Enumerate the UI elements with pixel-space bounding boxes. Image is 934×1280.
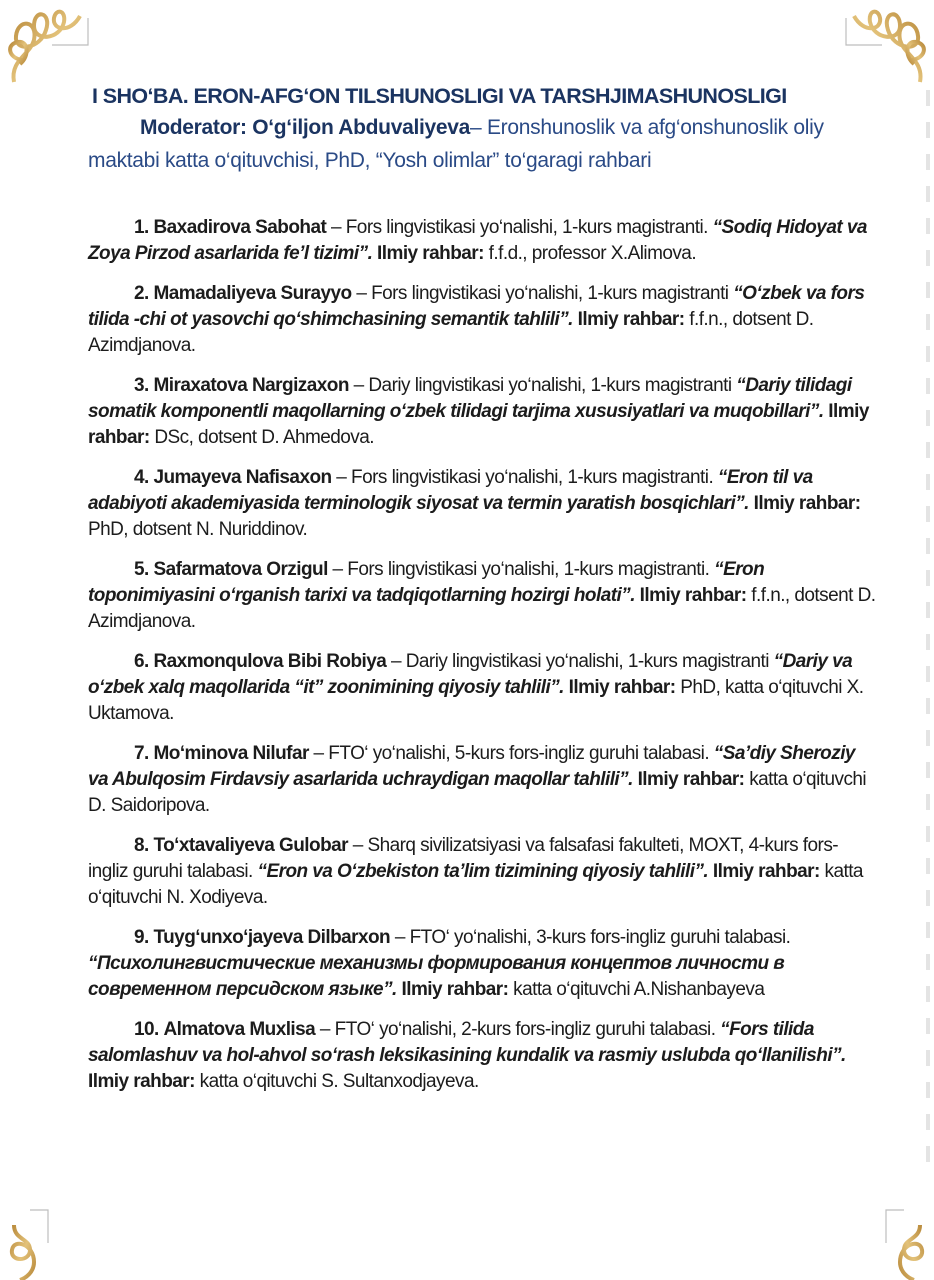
supervisor-label: Ilmiy rahbar: bbox=[88, 1071, 195, 1092]
list-item bbox=[88, 373, 878, 451]
participant-name: Jumayeva Nafisaxon bbox=[153, 467, 332, 488]
right-edge-ticks bbox=[926, 90, 932, 1190]
supervisor-name: DSc, dotsent D. Ahmedova. bbox=[149, 427, 375, 448]
supervisor-label: Ilmiy rahbar: bbox=[572, 309, 685, 330]
thesis-title: “Sa’diy Sheroziy va Abulqosim Firdavsiy asarlarida uchraydigan maqollar tahlili”. bbox=[88, 743, 855, 790]
section-heading: I SHO‘BA. ERON-AFG‘ON TILSHUNOSLIGI VA TARSHJIMASHUNOSLIGI bbox=[92, 84, 787, 108]
supervisor-name: katta o‘qituvchi S. Sultanxodjayeva. bbox=[194, 1071, 479, 1092]
moderator-label: Moderator: O‘g‘iljon Abduvaliyeva bbox=[140, 116, 471, 139]
supervisor-name: katta o‘qituvchi D. Saidoripova. bbox=[88, 769, 867, 816]
thesis-title: “Fors tilida salomlashuv va hol-ahvol so‘rash leksikasining kundalik va rasmiy uslubda qo‘llanilishi”. bbox=[88, 1019, 846, 1066]
participant-info: – Fors lingvistikasi yo‘nalishi, 1-kurs magistranti. bbox=[326, 217, 713, 238]
participant-info: – Fors lingvistikasi yo‘nalishi, 1-kurs magistranti bbox=[351, 283, 734, 304]
participant-name: Almatova Muxlisa bbox=[163, 1019, 316, 1040]
list-item bbox=[88, 465, 878, 543]
list-item bbox=[88, 925, 878, 1003]
participant-name: Mamadaliyeva Surayyo bbox=[153, 283, 352, 304]
moderator-description: – Eronshunoslik va afg‘onshunoslik oliy maktabi katta o‘qituvchisi, PhD, “Yosh olimlar” to‘garagi rahbari bbox=[88, 116, 824, 172]
participant-info: – Fors lingvistikasi yo‘nalishi, 1-kurs magistranti. bbox=[331, 467, 718, 488]
list-item bbox=[88, 741, 878, 819]
thesis-title: “Sodiq Hidoyat va Zoya Pirzod asarlarida fe’l tizimi”. bbox=[88, 217, 867, 264]
entry-number: 2. bbox=[134, 283, 149, 304]
supervisor-label: Ilmiy rahbar: bbox=[632, 769, 745, 790]
supervisor-name: PhD, dotsent N. Nuriddinov. bbox=[88, 519, 308, 540]
supervisor-name: f.f.n., dotsent D. Azimdjanova. bbox=[88, 585, 876, 632]
list-item bbox=[88, 557, 878, 635]
supervisor-label: Ilmiy rahbar: bbox=[88, 401, 869, 448]
flourish-bottom-left-icon bbox=[12, 1225, 34, 1280]
supervisor-label: Ilmiy rahbar: bbox=[708, 861, 820, 882]
participant-info: – Dariy lingvistikasi yo‘nalishi, 1-kurs magistranti bbox=[386, 651, 774, 672]
participants-list bbox=[88, 215, 878, 1095]
thesis-title: “Eron til va adabiyoti akademiyasida terminologik siyosat va termin yaratish bosqichlari”. bbox=[88, 467, 813, 514]
participant-name: Raxmonqulova Bibi Robiya bbox=[153, 651, 387, 672]
supervisor-label: Ilmiy rahbar: bbox=[372, 243, 484, 264]
list-item bbox=[88, 281, 878, 359]
participant-info: – FTO‘ yo‘nalishi, 2-kurs fors-ingliz guruhi talabasi. bbox=[315, 1019, 721, 1040]
participant-name: Mo‘minova Nilufar bbox=[153, 743, 309, 764]
entry-number: 3. bbox=[134, 375, 149, 396]
entry-number: 8. bbox=[134, 835, 149, 856]
supervisor-label: Ilmiy rahbar: bbox=[563, 677, 676, 698]
supervisor-name: f.f.d., professor X.Alimova. bbox=[483, 243, 697, 264]
participant-name: Tuyg‘unxo‘jayeva Dilbarxon bbox=[153, 927, 391, 948]
moderator-paragraph bbox=[88, 111, 878, 177]
supervisor-name: f.f.n., dotsent D. Azimdjanova. bbox=[88, 309, 814, 356]
thesis-title: “Dariy va o‘zbek xalq maqollarida “it” zoonimining qiyosiy tahlili”. bbox=[88, 651, 853, 698]
list-item bbox=[88, 1017, 878, 1095]
entry-number: 9. bbox=[134, 927, 149, 948]
participant-name: Miraxatova Nargizaxon bbox=[153, 375, 349, 396]
list-item bbox=[88, 215, 878, 267]
participant-info: – FTO‘ yo‘nalishi, 3-kurs fors-ingliz guruhi talabasi. bbox=[390, 927, 791, 948]
entry-number: 5. bbox=[134, 559, 149, 580]
participant-info: – FTO‘ yo‘nalishi, 5-kurs fors-ingliz guruhi talabasi. bbox=[308, 743, 714, 764]
thesis-title: “Психолингвистические механизмы формирования концептов личности в современном персидском языке”. bbox=[88, 953, 785, 1000]
participant-name: Safarmatova Orzigul bbox=[153, 559, 328, 580]
participant-info: – Dariy lingvistikasi yo‘nalishi, 1-kurs magistranti bbox=[348, 375, 737, 396]
document-body bbox=[88, 84, 878, 1109]
supervisor-label: Ilmiy rahbar: bbox=[748, 493, 861, 514]
list-item bbox=[88, 833, 878, 911]
participant-name: Baxadirova Sabohat bbox=[153, 217, 327, 238]
supervisor-label: Ilmiy rahbar: bbox=[634, 585, 747, 606]
supervisor-name: PhD, katta o‘qituvchi X. Uktamova. bbox=[88, 677, 864, 724]
thesis-title: “O‘zbek va fors tilida -chi ot yasovchi qo‘shimchasining semantik tahlili”. bbox=[88, 283, 865, 330]
supervisor-name: katta o‘qituvchi A.Nishanbayeva bbox=[508, 979, 765, 1000]
thesis-title: “Eron va O‘zbekiston ta’lim tizimining qiyosiy tahlili”. bbox=[257, 861, 709, 882]
list-item bbox=[88, 649, 878, 727]
flourish-top-left-icon bbox=[10, 12, 80, 82]
thesis-title: “Dariy tilidagi somatik komponentli maqollarning o‘zbek tilidagi tarjima xususiyatlari va muqobillari”. bbox=[88, 375, 852, 422]
supervisor-name: katta o‘qituvchi N. Xodiyeva. bbox=[88, 861, 863, 908]
entry-number: 6. bbox=[134, 651, 149, 672]
flourish-top-right-icon bbox=[854, 12, 924, 82]
thesis-title: “Eron toponimiyasini o‘rganish tarixi va tadqiqotlarning hozirgi holati”. bbox=[88, 559, 765, 606]
supervisor-label: Ilmiy rahbar: bbox=[396, 979, 509, 1000]
participant-info: – Sharq sivilizatsiyasi va falsafasi fakulteti, MOXT, 4-kurs fors-ingliz guruhi talabasi. bbox=[88, 835, 839, 882]
entry-number: 4. bbox=[134, 467, 149, 488]
participant-name: To‘xtavaliyeva Gulobar bbox=[153, 835, 349, 856]
participant-info: – Fors lingvistikasi yo‘nalishi, 1-kurs magistranti. bbox=[327, 559, 715, 580]
flourish-bottom-right-icon bbox=[900, 1225, 922, 1280]
entry-number: 1. bbox=[134, 217, 149, 238]
entry-number: 10. bbox=[134, 1019, 159, 1040]
entry-number: 7. bbox=[134, 743, 149, 764]
